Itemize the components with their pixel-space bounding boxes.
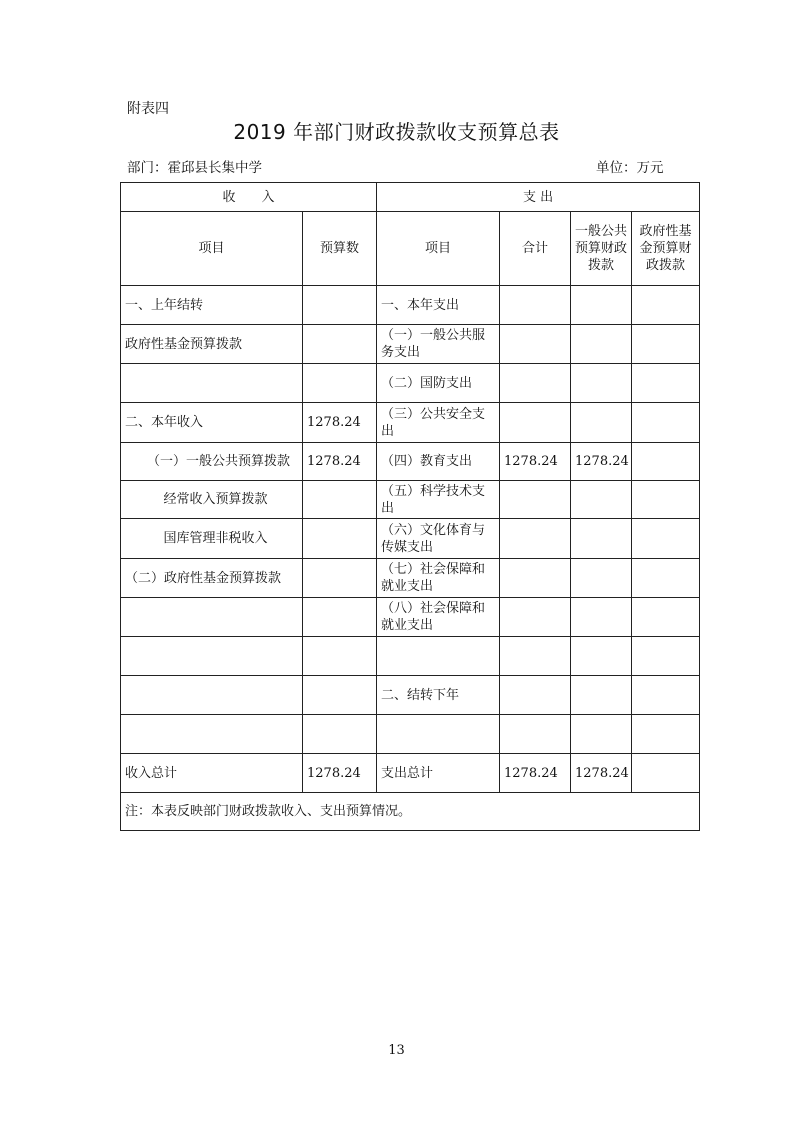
table-note: 注：本表反映部门财政拨款收入、支出预算情况。	[121, 793, 700, 831]
expense-fund-cell	[632, 637, 700, 676]
page-title: 2019 年部门财政拨款收支预算总表	[233, 120, 560, 144]
income-value-cell: 1278.24	[303, 403, 377, 443]
expense-general-cell	[571, 637, 632, 676]
income-item-cell	[121, 364, 303, 403]
income-value-cell	[303, 364, 377, 403]
expense-fund-cell	[632, 481, 700, 519]
expense-total-cell: 1278.24	[500, 754, 571, 793]
expense-item-cell: （八）社会保障和就业支出	[377, 598, 500, 637]
expense-fund-cell	[632, 715, 700, 754]
income-item-cell: 政府性基金预算拨款	[121, 325, 303, 364]
expense-fund-cell	[632, 559, 700, 598]
expense-total-cell	[500, 286, 571, 325]
expense-general-cell: 1278.24	[571, 443, 632, 481]
expense-item-cell	[377, 715, 500, 754]
department-label: 部门：霍邱县长集中学	[127, 160, 262, 176]
income-value-cell	[303, 715, 377, 754]
income-item-cell	[121, 676, 303, 715]
expense-fund-cell	[632, 403, 700, 443]
table-row	[121, 715, 700, 754]
expense-item-cell: （五）科学技术支出	[377, 481, 500, 519]
expense-item-cell: （七）社会保障和就业支出	[377, 559, 500, 598]
header-expense-total: 合计	[500, 212, 571, 286]
table-row	[121, 754, 700, 793]
expense-general-cell	[571, 598, 632, 637]
expense-fund-cell	[632, 754, 700, 793]
expense-total-cell	[500, 637, 571, 676]
table-row	[121, 559, 700, 598]
income-item-cell	[121, 598, 303, 637]
expense-general-cell: 1278.24	[571, 754, 632, 793]
table-row	[121, 403, 700, 443]
income-item-cell	[121, 637, 303, 676]
header-gov-fund: 政府性基金预算财政拨款	[632, 212, 700, 286]
expense-general-cell	[571, 364, 632, 403]
expense-item-cell: 二、结转下年	[377, 676, 500, 715]
expense-total-cell	[500, 481, 571, 519]
table-row	[121, 325, 700, 364]
header-income-item: 项目	[121, 212, 303, 286]
expense-total-cell	[500, 364, 571, 403]
income-value-cell	[303, 598, 377, 637]
annex-label: 附表四	[127, 101, 169, 117]
unit-label: 单位：万元	[596, 160, 664, 176]
table-row	[121, 519, 700, 559]
expense-general-cell	[571, 676, 632, 715]
expense-fund-cell	[632, 286, 700, 325]
income-value-cell	[303, 637, 377, 676]
expense-general-cell	[571, 325, 632, 364]
expense-total-cell	[500, 598, 571, 637]
table-row	[121, 443, 700, 481]
income-item-cell: 收入总计	[121, 754, 303, 793]
header-general-public: 一般公共预算财政拨款	[571, 212, 632, 286]
income-item-cell: （二）政府性基金预算拨款	[121, 559, 303, 598]
income-value-cell	[303, 286, 377, 325]
income-item-cell: 经常收入预算拨款	[121, 481, 303, 519]
table-body	[121, 286, 700, 793]
expense-total-cell	[500, 676, 571, 715]
expense-general-cell	[571, 403, 632, 443]
table-row	[121, 364, 700, 403]
income-item-cell: 二、本年收入	[121, 403, 303, 443]
expense-item-cell: （二）国防支出	[377, 364, 500, 403]
income-value-cell	[303, 481, 377, 519]
income-value-cell	[303, 519, 377, 559]
table-row	[121, 481, 700, 519]
expense-item-cell: （三）公共安全支出	[377, 403, 500, 443]
table-row	[121, 637, 700, 676]
expense-general-cell	[571, 481, 632, 519]
expense-fund-cell	[632, 598, 700, 637]
table-row	[121, 286, 700, 325]
expense-general-cell	[571, 559, 632, 598]
expense-fund-cell	[632, 364, 700, 403]
income-item-cell: 国库管理非税收入	[121, 519, 303, 559]
income-value-cell	[303, 676, 377, 715]
expense-fund-cell	[632, 325, 700, 364]
expense-item-cell: 一、本年支出	[377, 286, 500, 325]
expense-general-cell	[571, 286, 632, 325]
expense-total-cell	[500, 325, 571, 364]
header-group-row	[121, 183, 700, 212]
expense-fund-cell	[632, 443, 700, 481]
expense-total-cell	[500, 715, 571, 754]
income-item-cell	[121, 715, 303, 754]
expense-item-cell: （四）教育支出	[377, 443, 500, 481]
income-value-cell: 1278.24	[303, 443, 377, 481]
expense-total-cell	[500, 403, 571, 443]
income-value-cell	[303, 559, 377, 598]
expense-item-cell	[377, 637, 500, 676]
page-number: 13	[388, 1043, 405, 1058]
expense-general-cell	[571, 519, 632, 559]
expense-item-cell: （六）文化体育与传媒支出	[377, 519, 500, 559]
header-income: 收 入	[121, 183, 377, 212]
expense-general-cell	[571, 715, 632, 754]
income-item-cell: 一、上年结转	[121, 286, 303, 325]
income-value-cell: 1278.24	[303, 754, 377, 793]
expense-item-cell: 支出总计	[377, 754, 500, 793]
header-income-budget: 预算数	[303, 212, 377, 286]
table-row	[121, 598, 700, 637]
income-value-cell	[303, 325, 377, 364]
expense-fund-cell	[632, 676, 700, 715]
expense-total-cell: 1278.24	[500, 443, 571, 481]
header-expense-item: 项目	[377, 212, 500, 286]
expense-total-cell	[500, 519, 571, 559]
expense-fund-cell	[632, 519, 700, 559]
income-item-cell: （一）一般公共预算拨款	[121, 443, 303, 481]
expense-total-cell	[500, 559, 571, 598]
expense-item-cell: （一）一般公共服务支出	[377, 325, 500, 364]
header-expense: 支 出	[377, 183, 700, 212]
budget-table	[120, 182, 700, 831]
header-columns-row	[121, 212, 700, 286]
table-row	[121, 676, 700, 715]
note-row	[121, 793, 700, 831]
